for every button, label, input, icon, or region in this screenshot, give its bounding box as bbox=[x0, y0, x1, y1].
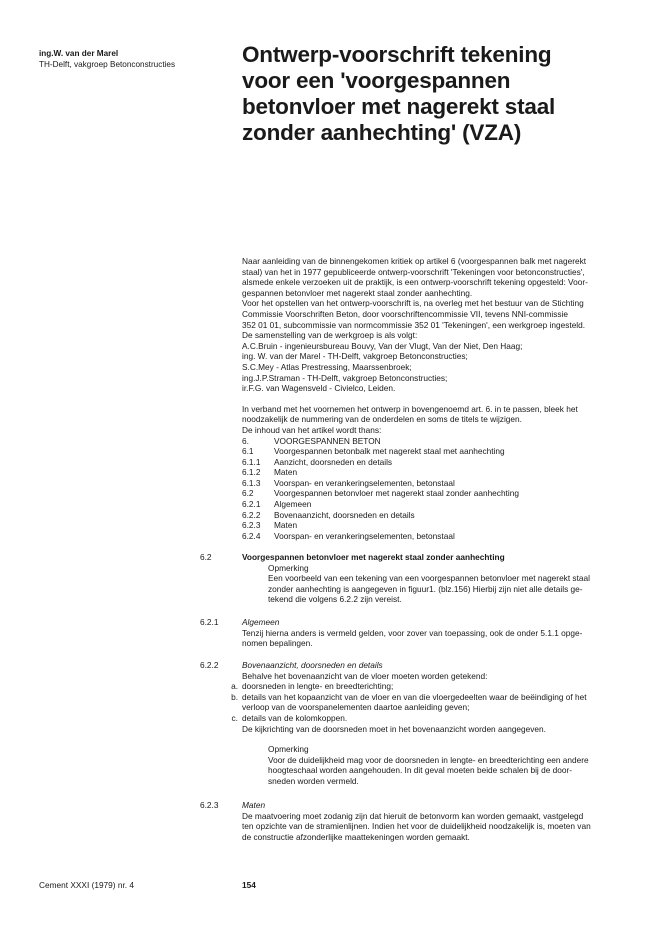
toc-row bbox=[242, 531, 630, 542]
intro-line: A.C.Bruin - ingenieursbureau Bouvy, Van der Vlugt, Van der Niet, Den Haag; bbox=[242, 340, 523, 351]
toc-row bbox=[242, 436, 630, 447]
toc-row bbox=[242, 499, 630, 510]
intro-line: ir.F.G. van Wagensveld - Civielco, Leiden. bbox=[242, 383, 396, 394]
toc-text: Aanzicht, doorsneden en details bbox=[274, 456, 393, 467]
toc-number: 6.2.1 bbox=[242, 499, 261, 510]
title-line: voor een 'voorgespannen bbox=[242, 68, 511, 93]
list-letter: c. bbox=[231, 712, 238, 723]
section-heading: Voorgespannen betonvloer met nagerekt staal zonder aanhechting bbox=[242, 552, 505, 562]
author-affiliation: TH-Delft, vakgroep Betonconstructies bbox=[39, 59, 176, 69]
toc-text: Voorspan- en verankeringselementen, betonstaal bbox=[274, 477, 455, 488]
toc-number: 6.1.3 bbox=[242, 477, 261, 488]
intro-line: ing.J.P.Straman - TH-Delft, vakgroep Betonconstructies; bbox=[242, 372, 448, 383]
toc-text: Voorgespannen betonvloer met nagerekt staal zonder aanhechting bbox=[274, 488, 519, 499]
section-number: 6.2.2 bbox=[200, 660, 219, 670]
intro-line: S.C.Mey - Atlas Prestressing, Maarssenbroek; bbox=[242, 361, 412, 372]
section-number: 6.2.3 bbox=[200, 800, 219, 810]
body-line: nomen bepalingen. bbox=[242, 638, 313, 649]
toc-number: 6.1 bbox=[242, 446, 254, 457]
intro-line: De samenstelling van de werkgroep is als volgt: bbox=[242, 330, 418, 341]
list-line: doorsneden in lengte- en breedterichting; bbox=[242, 681, 394, 692]
toc-text: Algemeen bbox=[274, 499, 312, 510]
list-item bbox=[231, 712, 630, 724]
section-number: 6.2.1 bbox=[200, 617, 219, 627]
body-line: Behalve het bovenaanzicht van de vloer moeten worden getekend: bbox=[242, 670, 488, 681]
section-heading: Algemeen bbox=[242, 617, 280, 627]
author-block bbox=[39, 49, 175, 70]
list-item bbox=[231, 681, 630, 692]
section-heading: Maten bbox=[242, 800, 266, 810]
intro-line: ing. W. van der Marel - TH-Delft, vakgroep Betonconstructies; bbox=[242, 351, 468, 362]
intro-line: alsmede enkele verzoeken uit de praktijk, is een ontwerp-voorschrift tekening opgesteld: Voor- bbox=[242, 277, 588, 288]
remark-line: hoogteschaal worden aangehouden. In dit geval moeten beide schalen bij de door- bbox=[268, 765, 572, 776]
list-letter: b. bbox=[231, 691, 238, 702]
intro-text bbox=[242, 256, 630, 541]
toc-text: Maten bbox=[274, 467, 298, 478]
remark-line: Voor de duidelijkheid mag voor de doorsneden in lengte- en breedterichting een andere bbox=[268, 754, 589, 765]
title-line: betonvloer met nagerekt staal bbox=[242, 94, 556, 119]
intro-line: De inhoud van het artikel wordt thans: bbox=[242, 424, 382, 435]
page-number: 154 bbox=[242, 880, 256, 890]
intro-line: noodzakelijk de nummering van de onderdelen en soms de titels te wijzigen. bbox=[242, 414, 522, 425]
intro-line: gespannen betonvloer met nagerekt staal zonder aanhechting. bbox=[242, 287, 473, 298]
list-line: details van de kolomkoppen. bbox=[242, 712, 348, 723]
list-line: details van het kopaanzicht van de vloer en van die vloergedeelten waar de beëindiging of het bbox=[242, 691, 587, 702]
remark-line: tekend die volgens 6.2.2 zijn vereist. bbox=[268, 594, 402, 605]
list-line: verloop van de voorspanelementen daartoe aanleiding geven; bbox=[242, 702, 470, 713]
toc-text: Voorspan- en verankeringselementen, betonstaal bbox=[274, 530, 455, 541]
toc-row bbox=[242, 467, 630, 478]
list-letter: a. bbox=[231, 681, 238, 692]
remark-line: sneden worden vermeld. bbox=[268, 775, 359, 786]
intro-line: Naar aanleiding van de binnengekomen kritiek op artikel 6 (voorgespannen balk met nagerekt bbox=[242, 256, 587, 266]
toc-number: 6.2 bbox=[242, 488, 254, 499]
body-line: Tenzij hierna anders is vermeld gelden, voor zover van toepassing, ook de onder 5.1.1 opge- bbox=[242, 627, 583, 638]
toc-row bbox=[242, 446, 630, 457]
toc-row bbox=[242, 478, 630, 489]
intro-line: Voor het opstellen van het ontwerp-voorschrift is, na overleg met het bestuur van de Stichting bbox=[242, 298, 584, 309]
title-line: zonder aanhechting' (VZA) bbox=[242, 120, 522, 145]
body-line: ten opzichte van de stramienlijnen. Indien het voor de duidelijkheid noodzakelijk is, moeten van bbox=[242, 821, 591, 832]
intro-line: Commissie Voorschriften Beton, door voorschriftencommissie VII, tevens NNI-commissie bbox=[242, 308, 568, 319]
toc-number: 6.1.2 bbox=[242, 467, 261, 478]
section-heading: Bovenaanzicht, doorsneden en details bbox=[242, 660, 383, 670]
toc-row bbox=[242, 457, 630, 468]
intro-line: staal) van het in 1977 gepubliceerde ontwerp-voorschrift 'Tekeningen voor betonconstructies', bbox=[242, 266, 585, 277]
toc-row bbox=[242, 510, 630, 521]
journal-footer: Cement XXXI (1979) nr. 4 bbox=[39, 880, 135, 890]
remark-label: Opmerking bbox=[268, 744, 309, 755]
remark-label: Opmerking bbox=[268, 562, 309, 573]
toc-number: 6.2.2 bbox=[242, 509, 261, 520]
body-line: De kijkrichting van de doorsneden moet in het bovenaanzicht worden aangegeven. bbox=[242, 723, 546, 734]
article-title bbox=[242, 42, 642, 146]
toc-number: 6.2.3 bbox=[242, 520, 261, 531]
toc-text: Maten bbox=[274, 520, 298, 531]
list-item bbox=[231, 691, 630, 713]
toc-text: Bovenaanzicht, doorsneden en details bbox=[274, 509, 415, 520]
toc-text: VOORGESPANNEN BETON bbox=[274, 435, 381, 446]
toc-number: 6.2.4 bbox=[242, 530, 261, 541]
toc-number: 6.1.1 bbox=[242, 456, 261, 467]
author-name: ing.W. van der Marel bbox=[39, 49, 119, 58]
remark-line: zonder aanhechting is aangegeven in figuur1. (blz.156) Hierbij zijn niet alle details ge- bbox=[268, 583, 583, 594]
toc-text: Voorgespannen betonbalk met nagerekt staal met aanhechting bbox=[274, 446, 505, 457]
title-line: Ontwerp-voorschrift tekening bbox=[242, 42, 552, 67]
intro-line: 352 01 01, subcommissie van normcommissie 352 01 'Tekeningen', een werkgroep ingesteld. bbox=[242, 319, 586, 330]
remark-line: Een voorbeeld van een tekening van een voorgespannen betonvloer met nagerekt staal bbox=[268, 573, 590, 584]
body-line: De maatvoering moet zodanig zijn dat hieruit de betonvorm kan worden gemaakt, vastgelegd bbox=[242, 810, 584, 821]
toc-row bbox=[242, 488, 630, 499]
intro-line: In verband met het voornemen het ontwerp in bovengenoemd art. 6. in te passen, bleek het bbox=[242, 403, 578, 414]
toc-row bbox=[242, 520, 630, 531]
toc-list bbox=[242, 436, 630, 542]
toc-number: 6. bbox=[242, 435, 249, 446]
section-number: 6.2 bbox=[200, 552, 212, 562]
body-line: de constructie afzonderlijke maattekeningen worden gemaakt. bbox=[242, 831, 470, 842]
